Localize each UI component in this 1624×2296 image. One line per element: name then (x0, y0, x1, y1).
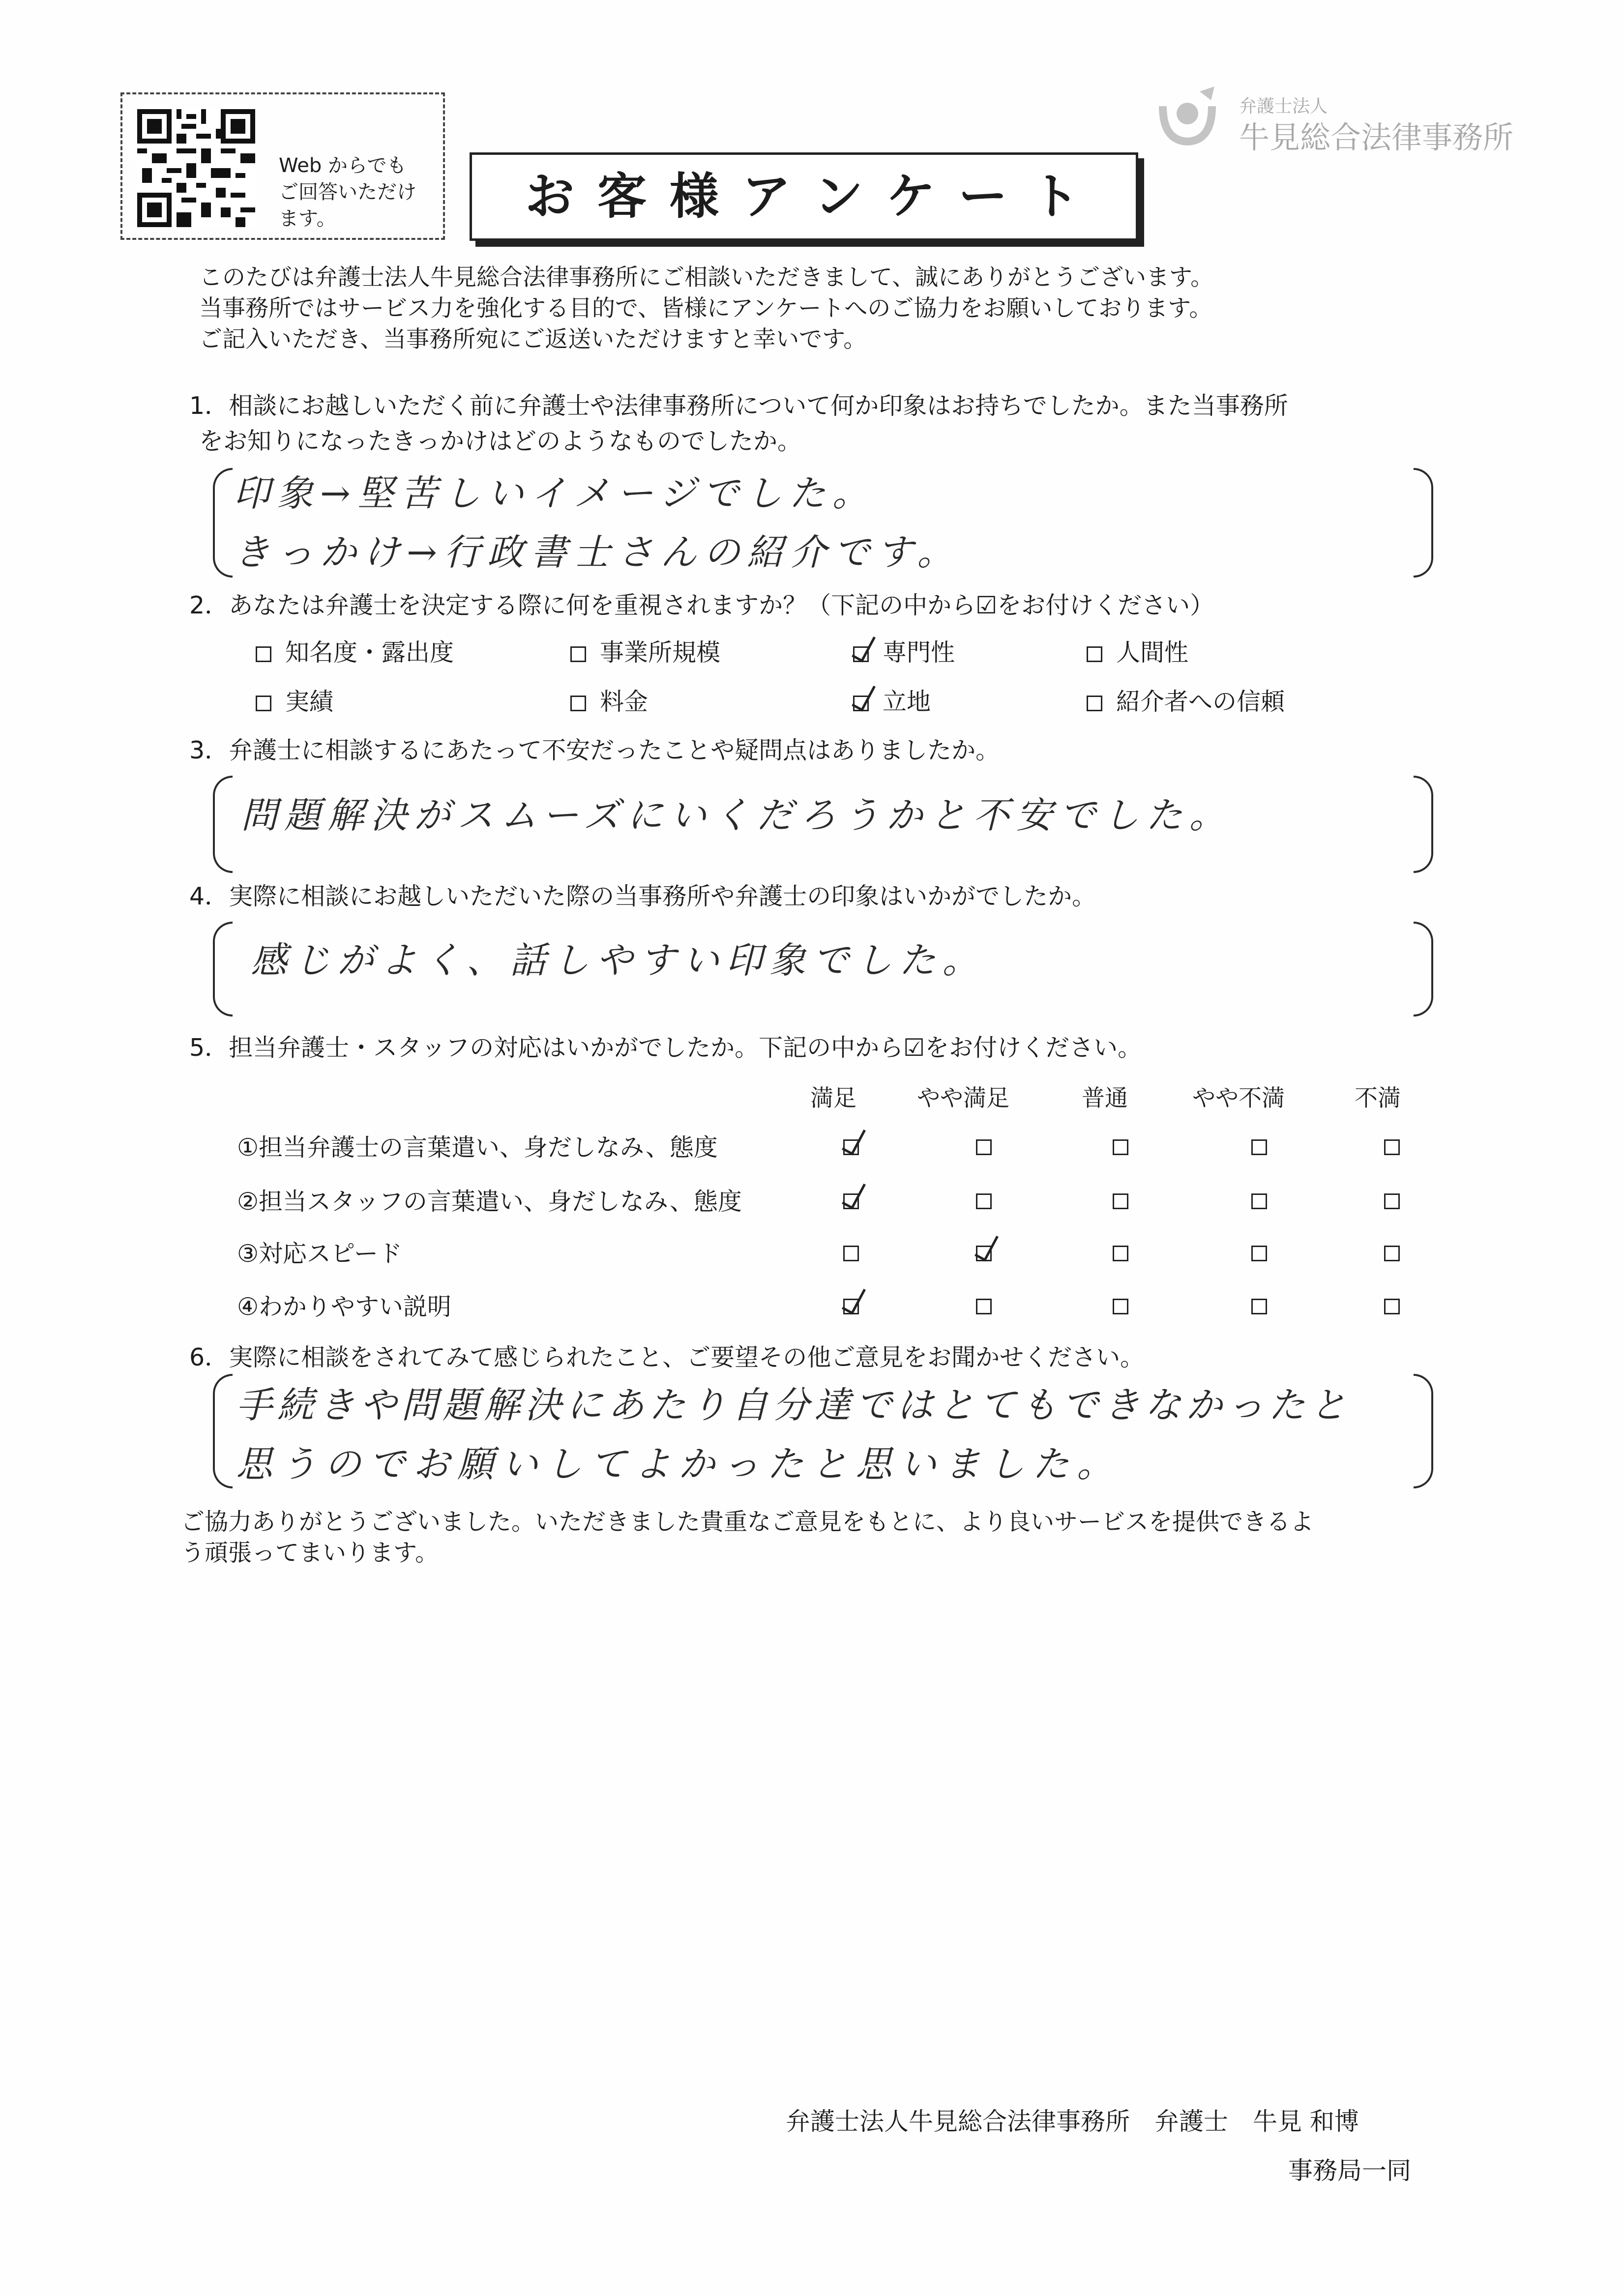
qr-caption-line: Web からでも (279, 154, 407, 177)
answer-6-line[interactable]: 思うのでお願いしてよかったと思いました。 (236, 1443, 1121, 1485)
qr-caption-line: ます。 (279, 207, 336, 230)
intro-line: ご記入いただき、当事務所宛にご返送いただけますと幸いです。 (199, 326, 867, 353)
rating-checkbox[interactable] (1384, 1139, 1400, 1155)
closing-text (181, 1507, 1314, 1569)
checkbox[interactable] (256, 696, 271, 711)
rating-checkbox[interactable] (1113, 1139, 1128, 1155)
logo-small-text: 弁護士法人 (1239, 96, 1328, 116)
logo-firm-name: 牛見総合法律事務所 (1239, 119, 1514, 155)
answer-1-bracket-right (1414, 468, 1433, 578)
answer-6-line[interactable]: 手続きや問題解決にあたり自分達ではとてもできなかったと (236, 1384, 1351, 1426)
rating-checkbox-checked[interactable] (976, 1246, 992, 1261)
signature-office: 事務局一同 (1288, 2156, 1411, 2185)
question-5: 5．担当弁護士・スタッフの対応はいかがでしたか。下記の中から☑をお付けください。 (189, 1034, 1142, 1062)
answer-6-bracket-right (1414, 1374, 1433, 1488)
rating-checkbox[interactable] (1113, 1193, 1128, 1209)
rating-row-staff-manner: ②担当スタッフの言葉遣い、身だしなみ、態度 (237, 1188, 742, 1216)
rating-checkbox[interactable] (976, 1139, 992, 1155)
rating-checkbox[interactable] (1113, 1299, 1128, 1314)
rating-row-speed: ③対応スピード (237, 1240, 402, 1268)
rating-checkbox[interactable] (1251, 1246, 1267, 1261)
answer-3-bracket-left (213, 776, 233, 873)
rating-checkbox[interactable] (976, 1299, 992, 1314)
qr-code-icon (137, 109, 255, 227)
closing-line: う頑張ってまいります。 (181, 1539, 439, 1567)
option-scale[interactable]: 事業所規模 (570, 638, 720, 668)
intro-text (199, 262, 1213, 355)
option-referrer-trust[interactable]: 紹介者への信頼 (1087, 687, 1285, 717)
option-expertise[interactable]: 専門性 (853, 638, 955, 668)
answer-1-line[interactable]: 印象→堅苦しいイメージでした。 (234, 472, 876, 515)
answer-6-bracket-left (213, 1374, 233, 1488)
rating-checkbox-checked[interactable] (843, 1299, 859, 1314)
rating-checkbox[interactable] (1384, 1246, 1400, 1261)
logo-mark-icon (1153, 87, 1222, 150)
rating-checkbox[interactable] (1384, 1299, 1400, 1314)
checkbox[interactable] (1087, 696, 1102, 711)
rating-checkbox[interactable] (1113, 1246, 1128, 1261)
column-somewhat-dissatisfied: やや不満 (1192, 1085, 1285, 1112)
column-dissatisfied: 不満 (1355, 1085, 1401, 1112)
rating-row-lawyer-manner: ①担当弁護士の言葉遣い、身だしなみ、態度 (237, 1133, 718, 1162)
question-1 (189, 388, 1288, 459)
rating-checkbox[interactable] (976, 1193, 992, 1209)
checkbox[interactable] (256, 646, 271, 662)
answer-3-bracket-right (1414, 776, 1433, 873)
page-title: お 客 様 ア ン ケ ー ト (525, 168, 1083, 225)
answer-4-bracket-right (1414, 922, 1433, 1017)
checkbox-checked[interactable] (853, 696, 869, 711)
rating-checkbox[interactable] (1251, 1299, 1267, 1314)
column-satisfied: 満足 (810, 1085, 856, 1112)
rating-checkbox[interactable] (1251, 1193, 1267, 1209)
checkbox-checked[interactable] (853, 646, 869, 662)
rating-row-explanation: ④わかりやすい説明 (237, 1293, 451, 1321)
answer-4[interactable]: 感じがよく、話しやすい印象でした。 (251, 939, 986, 982)
rating-checkbox[interactable] (1384, 1193, 1400, 1209)
qr-caption-line: ご回答いただけ (279, 181, 416, 203)
question-6: 6．実際に相談をされてみて感じられたこと、ご要望その他ご意見をお聞かせください。 (189, 1343, 1145, 1371)
question-3: 3．弁護士に相談するにあたって不安だったことや疑問点はありましたか。 (189, 736, 1000, 764)
rating-checkbox[interactable] (843, 1246, 859, 1261)
checkbox[interactable] (1087, 646, 1102, 662)
question-1-line: をお知りになったきっかけはどのようなものでしたか。 (199, 427, 802, 455)
question-2: 2．あなたは弁護士を決定する際に何を重視されますか？（下記の中から☑をお付けください） (189, 591, 1214, 619)
answer-4-bracket-left (213, 922, 233, 1017)
option-track-record[interactable]: 実績 (256, 687, 333, 717)
rating-checkbox[interactable] (1251, 1139, 1267, 1155)
rating-checkbox-checked[interactable] (843, 1193, 859, 1209)
question-1-line: 1．相談にお越しいただく前に弁護士や法律事務所について何か印象はお持ちでしたか。また当事務所 (189, 392, 1288, 420)
checkbox[interactable] (570, 696, 586, 711)
title-box (470, 152, 1138, 241)
firm-logo (1153, 83, 1517, 156)
checkbox[interactable] (570, 646, 586, 662)
option-fee[interactable]: 料金 (570, 687, 648, 717)
option-character[interactable]: 人間性 (1087, 638, 1188, 668)
intro-line: 当事務所ではサービス力を強化する目的で、皆様にアンケートへのご協力をお願いしております。 (199, 295, 1212, 322)
rating-checkbox-checked[interactable] (843, 1139, 859, 1155)
answer-1-bracket-left (213, 468, 233, 578)
answer-3[interactable]: 問題解決がスムーズにいくだろうかと不安でした。 (241, 794, 1233, 837)
closing-line: ご協力ありがとうございました。いただきました貴重なご意見をもとに、より良いサービスを提供できるよ (181, 1508, 1314, 1536)
column-neutral: 普通 (1082, 1085, 1128, 1112)
option-fame[interactable]: 知名度・露出度 (256, 638, 454, 668)
qr-box (120, 92, 445, 240)
intro-line: このたびは弁護士法人牛見総合法律事務所にご相談いただきまして、誠にありがとうございます。 (199, 264, 1214, 291)
signature-line: 弁護士法人牛見総合法律事務所 弁護士 牛見 和博 (786, 2107, 1359, 2136)
option-location[interactable]: 立地 (853, 687, 931, 717)
question-4: 4．実際に相談にお越しいただいた際の当事務所や弁護士の印象はいかがでしたか。 (189, 882, 1096, 910)
column-somewhat-satisfied: やや満足 (917, 1085, 1009, 1112)
answer-1-line[interactable]: きっかけ→行政書士さんの紹介です。 (234, 531, 961, 574)
